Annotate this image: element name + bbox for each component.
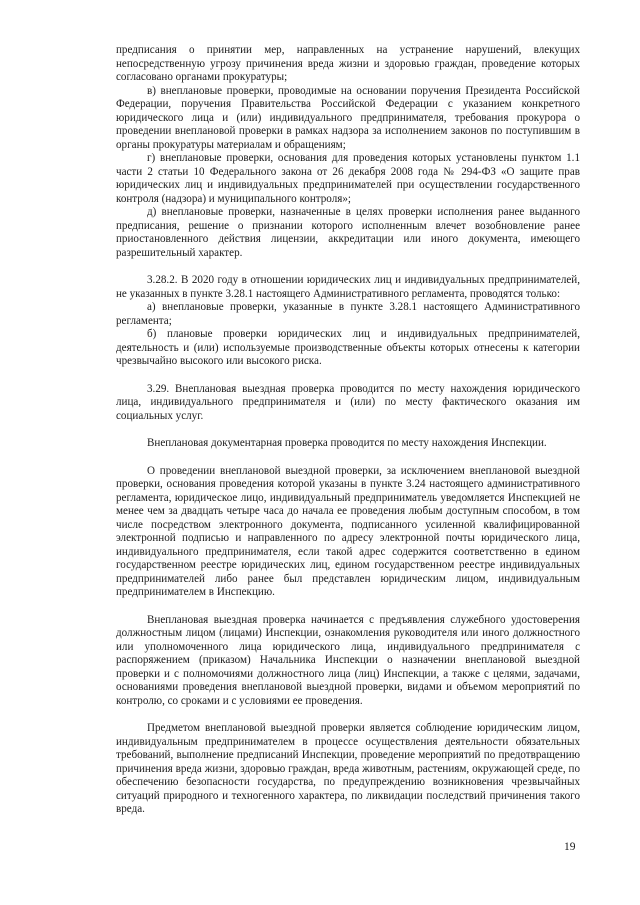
paragraph-item-d: д) внеплановые проверки, назначенные в целях проверки исполнения ранее выданного предписания, решение о признании которого исполненным влечет возобновление ранее приостановленного действия лицензии, аккредитации или иного документа, имеющего разрешительный характер. bbox=[116, 206, 580, 259]
page-number: 19 bbox=[564, 841, 576, 853]
paragraph-documentary-inspection: Внеплановая документарная проверка проводится по месту нахождения Инспекции. bbox=[147, 437, 547, 449]
paragraph-3-28-2: 3.28.2. В 2020 году в отношении юридических лиц и индивидуальных предпринимателей, не указанных в пункте 3.28.1 настоящего Административного регламента, проводятся только: bbox=[116, 274, 580, 300]
paragraph-prescription-continuation: предписания о принятии мер, направленных на устранение нарушений, влекущих непосредственную угрозу причинения вреда жизни и здоровью граждан, проведение которых согласовано органами прокуратуры; bbox=[116, 44, 580, 83]
paragraph-3-29: 3.29. Внеплановая выездная проверка проводится по месту нахождения юридического лица, индивидуального предпринимателя и (или) по месту фактического оказания им социальных услуг. bbox=[116, 382, 580, 422]
document-page bbox=[116, 44, 580, 817]
paragraph-inspection-subject: Предметом внеплановой выездной проверки является соблюдение юридическим лицом, индивидуальным предпринимателем в процессе осуществления деятельности обязательных требований, выполнение предписаний Инспекции, проведение мероприятий по предотвращению причинения вреда жизни, здоровью граждан, вреда животным, растениям, окружающей среде, по обеспечению безопасности государства, по предупреждению возникновения чрезвычайных ситуаций природного и техногенного характера, по ликвидации последствий причинения такого вреда. bbox=[116, 722, 580, 815]
paragraph-item-g: г) внеплановые проверки, основания для проведения которых установлены пунктом 1.1 части 2 статьи 10 Федерального закона от 26 декабря 2008 года № 294-ФЗ «О защите прав юридических лиц и индивидуальных предпринимателей при осуществлении государственного контроля (надзора) и муниципального контроля»; bbox=[116, 152, 580, 205]
paragraph-item-v: в) внеплановые проверки, проводимые на основании поручения Президента Российской Федерации, поручения Правительства Российской Федерации с указанием конкретного юридического лица и (или) индивидуального предпринимателя, требования прокурора о проведении внеплановой проверки в рамках надзора за исполнением законов по поступившим в органы прокуратуры материалам и обращениям; bbox=[116, 84, 580, 151]
paragraph-item-b: б) плановые проверки юридических лиц и индивидуальных предпринимателей, деятельность и (или) используемые производственные объекты которых отнесены к категории чрезвычайно высокого или высокого риска. bbox=[116, 328, 580, 367]
paragraph-inspection-start: Внеплановая выездная проверка начинается с предъявления служебного удостоверения должностным лицом (лицами) Инспекции, ознакомления руководителя или иного должностного или уполномоченного лица юридического лица, индивидуального предпринимателя с распоряжением (приказом) Начальника Инспекции о назначении внеплановой выездной проверки и с полномочиями должностного лица (лиц) Инспекции, а также с целями, задачами, основаниями проведения внеплановой выездной проверки, видами и объемом мероприятий по контролю, со сроками и с условиями ее проведения. bbox=[116, 613, 580, 707]
paragraph-notification: О проведении внеплановой выездной проверки, за исключением внеплановой выездной проверки, основания проведения которой указаны в пункте 3.24 настоящего административного регламента, юридическое лицо, индивидуальный предприниматель уведомляется Инспекцией не менее чем за двадцать четыре часа до начала ее проведения любым доступным способом, в том числе посредством электронного документа, подписанного усиленной квалифицированной электронной подписью и направленного по адресу электронной почты юридического лица, индивидуального предпринимателя, если такой адрес содержится соответственно в едином государственном реестре юридических лиц, едином государственном реестре индивидуальных предпринимателей либо ранее был представлен юридическим лицом, индивидуальным предпринимателем в Инспекцию. bbox=[116, 464, 580, 598]
paragraph-item-a: а) внеплановые проверки, указанные в пункте 3.28.1 настоящего Административного регламента; bbox=[116, 301, 580, 327]
